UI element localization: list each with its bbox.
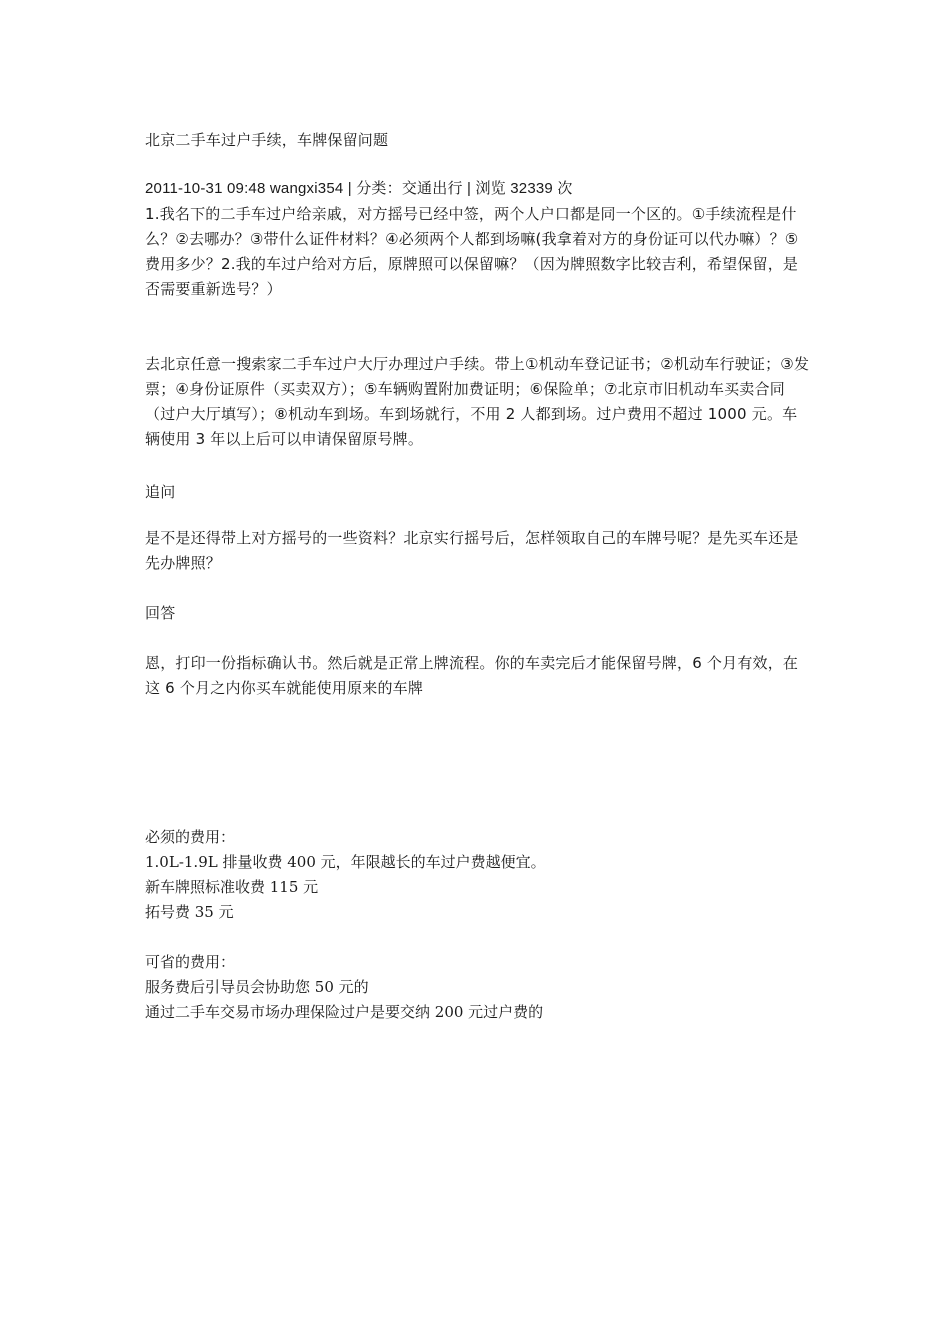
optional-fee-item: 通过二手车交易市场办理保险过户是要交纳 200 元过户费的: [145, 1003, 544, 1021]
document-title: 北京二手车过户手续，车牌保留问题: [145, 131, 389, 149]
answer-text: 去北京任意一搜索家二手车过户大厅办理过户手续。带上①机动车登记证书；②机动车行驶证；③发票；④身份证原件（买卖双方）；⑤车辆购置附加费证明；⑥保险单；⑦北京市旧机动车买卖合同（过户大厅填写）；⑧机动车到场。车到场就行，不用 2 人都到场。过户费用不超过 1000 元。车辆使用 3 年以上后可以申请保留原号牌。: [145, 355, 810, 448]
required-fee-item: 1.0L-1.9L 排量收费 400 元，年限越长的车过户费越便宜。: [145, 853, 546, 871]
followup-text: 是不是还得带上对方摇号的一些资料？北京实行摇号后，怎样领取自己的车牌号呢？是先买车还是先办牌照？: [145, 529, 799, 572]
question-text: 1.我名下的二手车过户给亲戚，对方摇号已经中签，两个人户口都是同一个区的。①手续流程是什么？②去哪办？③带什么证件材料？④必须两个人都到场嘛(我拿着对方的身份证可以代办嘛）？⑤费用多少？2.我的车过户给对方后，原牌照可以保留嘛？（因为牌照数字比较吉利，希望保留，是否需要重新选号？）: [145, 205, 799, 298]
reply-label: 回答: [145, 604, 176, 622]
required-fees-label: 必须的费用：: [145, 828, 236, 846]
followup-label: 追问: [145, 483, 176, 501]
optional-fee-item: 服务费后引导员会协助您 50 元的: [145, 978, 369, 996]
required-fee-item: 新车牌照标准收费 115 元: [145, 878, 319, 896]
optional-fees-label: 可省的费用：: [145, 953, 236, 971]
required-fee-item: 拓号费 35 元: [145, 903, 234, 921]
post-meta: 2011-10-31 09:48 wangxi354 | 分类：交通出行 | 浏览 32339 次: [145, 180, 573, 197]
reply-text: 恩，打印一份指标确认书。然后就是正常上牌流程。你的车卖完后才能保留号牌，6 个月有效，在这 6 个月之内你买车就能使用原来的车牌: [145, 654, 799, 697]
